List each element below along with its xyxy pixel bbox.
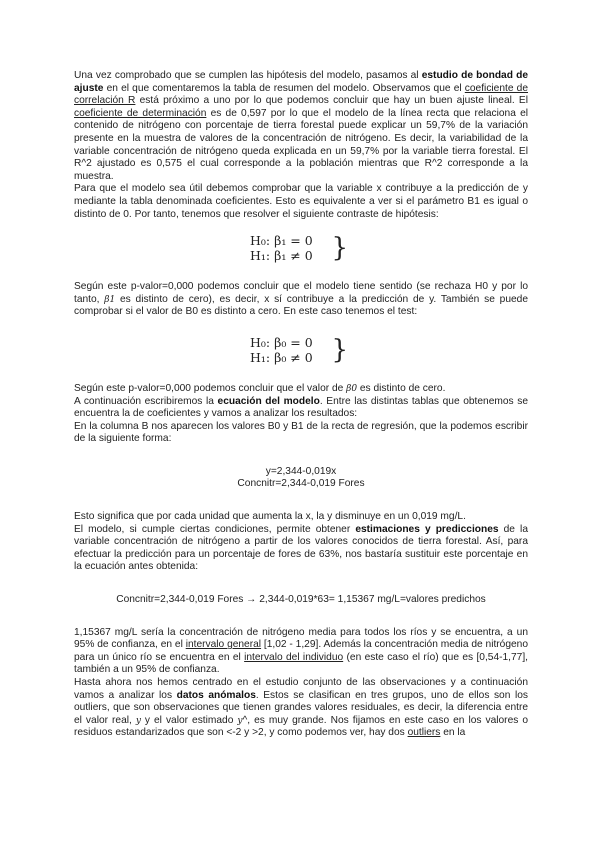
paragraph-intervalos: 1,15367 mg/L sería la concentración de nitrógeno media para todos los ríos y se encuentra, a un 95% de confianza, en el intervalo general [1,02 - 1,29]. Además la concentración media de nitrógeno para un único río se encuentra en el intervalo del individuo (en este caso el río) que es [0,54-1,77], también a un 95% de confianza.	[74, 626, 529, 676]
paragraph-predicciones: El modelo, si cumple ciertas condiciones, permite obtener estimaciones y predicciones de la variable concentración de nitrógeno a partir de los valores conocidos de tierra forestal. Así, para efectuar la predicción para un porcentaje de fores de 63%, nos bastaría sustituir este porcentaje en la ecuación antes obtenida:	[74, 523, 528, 573]
equation-line-2: Concnitr=2,344-0,019 Fores	[237, 478, 365, 490]
paragraph-interpretacion: Esto significa que por cada unidad que aumenta la x, la y disminuye en un 0,019 mg/L.	[74, 511, 466, 523]
paragraph-columna-b: En la columna B nos aparecen los valores B0 y B1 de la recta de regresión, que la podemos escribir de la siguiente forma:	[74, 420, 528, 445]
hypothesis-h0: H₀: β₁ = 0	[250, 233, 313, 249]
paragraph-pvalor-b1: Según este p-valor=0,000 podemos concluir que el modelo tiene sentido (se rechaza H0 y por lo tanto, β1 es distinto de cero), es decir, x sí contribuye a la predicción de y. También se puede comprobar si el valor de B0 es distinto a cero. En este caso tenemos el test:	[74, 281, 528, 318]
paragraph-ecuacion: A continuación escribiremos la ecuación del modelo. Entre las distintas tablas que obtenemos se encuentra la de coeficientes y vamos a analizar los resultados:	[74, 395, 528, 420]
prediction-equation: Concnitr=2,344-0,019 Fores → 2,344-0,019*63= 1,15367 mg/L=valores predichos	[116, 594, 486, 606]
term-intervalo-individuo: intervalo del individuo	[244, 651, 344, 663]
brace: }	[331, 334, 348, 365]
term-estimaciones: estimaciones y predicciones	[355, 523, 499, 535]
paragraph-contraste: Para que el modelo sea útil debemos comprobar que la variable x contribuye a la predicción de y mediante la tabla denominada coeficientes. Esto es equivalente a ver si el parámetro B1 es igual o distinto de 0. Por tanto, tenemos que resolver el siguiente contraste de hipótesis:	[74, 183, 528, 220]
paragraph-datos-anomalos: Hasta ahora nos hemos centrado en el estudio conjunto de las observaciones y a continuación vamos a analizar los datos anómalos. Estos se clasifican en tres grupos, uno de ellos son los outliers, que son observaciones que tienen grandes valores residuales, es decir, la diferencia entre el valor real, y y el valor estimado y^, es muy grande. Nos fijamos en este caso en los valores o residuos estandarizados que son <-2 y >2, y como podemos ver, hay dos outliers en la	[74, 677, 528, 739]
hypothesis-h0: H₀: β₀ = 0	[250, 334, 313, 350]
document-page	[74, 70, 528, 740]
term-outliers: outliers	[407, 727, 441, 739]
hypothesis-test-beta0	[250, 334, 348, 365]
brace: }	[331, 233, 348, 264]
paragraph-bondad-ajuste: Una vez comprobado que se cumplen las hipótesis del modelo, pasamos al estudio de bondad de ajuste en el que comentaremos la tabla de resumen del modelo. Observamos que el coeficiente de correlación R está próximo a uno por lo que podemos concluir que hay un buen ajuste lineal. El coeficiente de determinación es de 0,597 por lo que el modelo de la línea recta que relaciona el contenido de nitrógeno con porcentaje de tierra forestal puede explicar un 59,7% de la variación presente en la muestra de valores de la concentración de nitrógeno. Es decir, la variabilidad de la variable concentración de nitrógeno queda explicada en un 59,7% por la variable tierra forestal. El R^2 ajustado es 0,575 el cual corresponde a la población mientras que R^2 corresponde a la muestra.	[74, 70, 529, 182]
regression-equation	[74, 466, 528, 491]
term-ecuacion-modelo: ecuación del modelo	[217, 395, 320, 407]
term-estudio-bondad: estudio de bondad de ajuste	[74, 70, 528, 94]
equation-line-1: y=2,344-0,019x	[265, 465, 337, 477]
hypothesis-test-beta1	[250, 233, 348, 264]
hypothesis-h1: H₁: β₁ ≠ 0	[250, 248, 313, 264]
term-datos-anomalos: datos anómalos	[176, 689, 256, 701]
hypothesis-h1: H₁: β₀ ≠ 0	[250, 349, 313, 365]
term-coef-correlacion: coeficiente de correlación R	[74, 82, 528, 107]
term-intervalo-general: intervalo general	[185, 639, 262, 651]
paragraph-pvalor-b0: Según este p-valor=0,000 podemos concluir que el valor de β0 es distinto de cero.	[74, 382, 446, 394]
term-coef-determinacion: coeficiente de determinación	[74, 107, 207, 119]
